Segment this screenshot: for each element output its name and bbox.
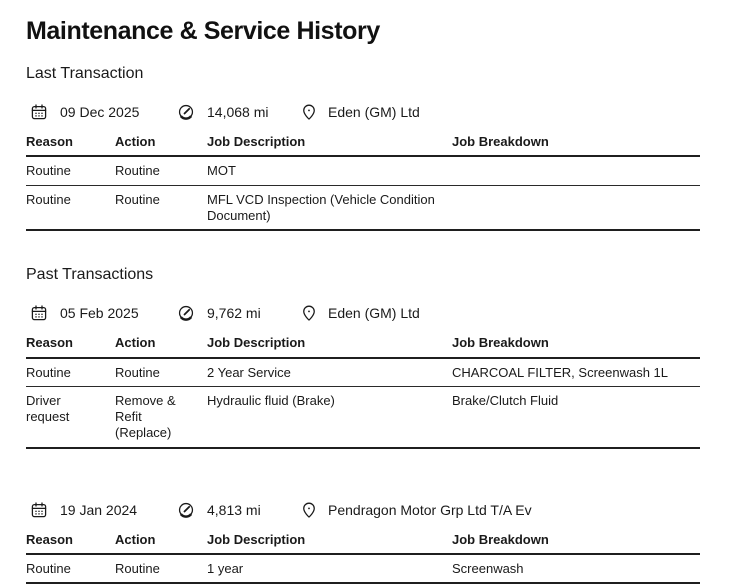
- cell-job-description: Hydraulic fluid (Brake): [207, 386, 452, 447]
- cell-job-description: MFL VCD Inspection (Vehicle Condition Document): [207, 185, 452, 230]
- past-transactions-heading: Past Transactions: [26, 266, 154, 284]
- transaction-block: [26, 103, 700, 231]
- odometer-icon: [177, 501, 195, 519]
- location-pin-icon: [300, 103, 318, 121]
- cell-job-breakdown: [452, 185, 700, 230]
- transaction-block: [26, 304, 700, 448]
- transaction-meta-row: [26, 304, 700, 322]
- column-header-action: Action: [115, 131, 207, 156]
- calendar-icon: [30, 304, 48, 322]
- cell-job-breakdown: Screenwash: [452, 554, 700, 583]
- cell-job-description: 2 Year Service: [207, 358, 452, 387]
- column-header-job-description: Job Description: [207, 332, 452, 357]
- last-transaction-heading: Last Transaction: [26, 65, 144, 82]
- transaction-date-group: [30, 103, 177, 121]
- transaction-location-group: [300, 103, 420, 121]
- transaction-location: Eden (GM) Ltd: [328, 104, 420, 121]
- cell-action: Routine: [115, 358, 207, 387]
- table-header-row: [26, 332, 700, 357]
- location-pin-icon: [300, 501, 318, 519]
- cell-job-breakdown: Brake/Clutch Fluid: [452, 386, 700, 447]
- cell-reason: Routine: [26, 554, 115, 583]
- transaction-date-group: [30, 304, 177, 322]
- calendar-icon: [30, 103, 48, 121]
- cell-action: Routine: [115, 185, 207, 230]
- cell-job-breakdown: CHARCOAL FILTER, Screenwash 1L: [452, 358, 700, 387]
- transaction-meta-row: [26, 501, 700, 519]
- table-row: [26, 156, 700, 185]
- transaction-date-group: [30, 501, 177, 519]
- column-header-reason: Reason: [26, 332, 115, 357]
- column-header-reason: Reason: [26, 131, 115, 156]
- cell-job-breakdown: [452, 156, 700, 185]
- transaction-block: [26, 501, 700, 584]
- transaction-mileage-group: [177, 304, 300, 322]
- transaction-location-group: [300, 304, 420, 322]
- column-header-action: Action: [115, 529, 207, 554]
- service-table: [26, 131, 700, 231]
- cell-action: Routine: [115, 554, 207, 583]
- column-header-job-description: Job Description: [207, 131, 452, 156]
- table-row: [26, 358, 700, 387]
- column-header-job-breakdown: Job Breakdown: [452, 131, 700, 156]
- transaction-mileage-group: [177, 103, 300, 121]
- page-title: Maintenance & Service History: [26, 17, 380, 45]
- location-pin-icon: [300, 304, 318, 322]
- column-header-job-description: Job Description: [207, 529, 452, 554]
- transaction-location-group: [300, 501, 532, 519]
- table-row: [26, 386, 700, 447]
- cell-reason: Routine: [26, 185, 115, 230]
- column-header-action: Action: [115, 332, 207, 357]
- cell-reason: Routine: [26, 358, 115, 387]
- cell-job-description: 1 year: [207, 554, 452, 583]
- cell-action: Routine: [115, 156, 207, 185]
- transaction-location: Pendragon Motor Grp Ltd T/A Ev: [328, 501, 532, 518]
- table-header-row: [26, 529, 700, 554]
- transaction-date: 09 Dec 2025: [60, 104, 140, 121]
- odometer-icon: [177, 304, 195, 322]
- transaction-date: 19 Jan 2024: [60, 501, 138, 518]
- transaction-mileage: 9,762 mi: [207, 305, 261, 322]
- cell-action: Remove & Refit (Replace): [115, 386, 207, 447]
- column-header-reason: Reason: [26, 529, 115, 554]
- calendar-icon: [30, 501, 48, 519]
- cell-reason: Driver request: [26, 386, 115, 447]
- table-row: [26, 554, 700, 583]
- table-row: [26, 185, 700, 230]
- column-header-job-breakdown: Job Breakdown: [452, 529, 700, 554]
- transaction-mileage: 14,068 mi: [207, 104, 269, 121]
- transaction-location: Eden (GM) Ltd: [328, 305, 420, 322]
- transaction-meta-row: [26, 103, 700, 121]
- cell-reason: Routine: [26, 156, 115, 185]
- odometer-icon: [177, 103, 195, 121]
- service-table: [26, 529, 700, 584]
- column-header-job-breakdown: Job Breakdown: [452, 332, 700, 357]
- transaction-mileage-group: [177, 501, 300, 519]
- transaction-mileage: 4,813 mi: [207, 501, 261, 518]
- table-header-row: [26, 131, 700, 156]
- cell-job-description: MOT: [207, 156, 452, 185]
- transaction-date: 05 Feb 2025: [60, 305, 139, 322]
- service-table: [26, 332, 700, 448]
